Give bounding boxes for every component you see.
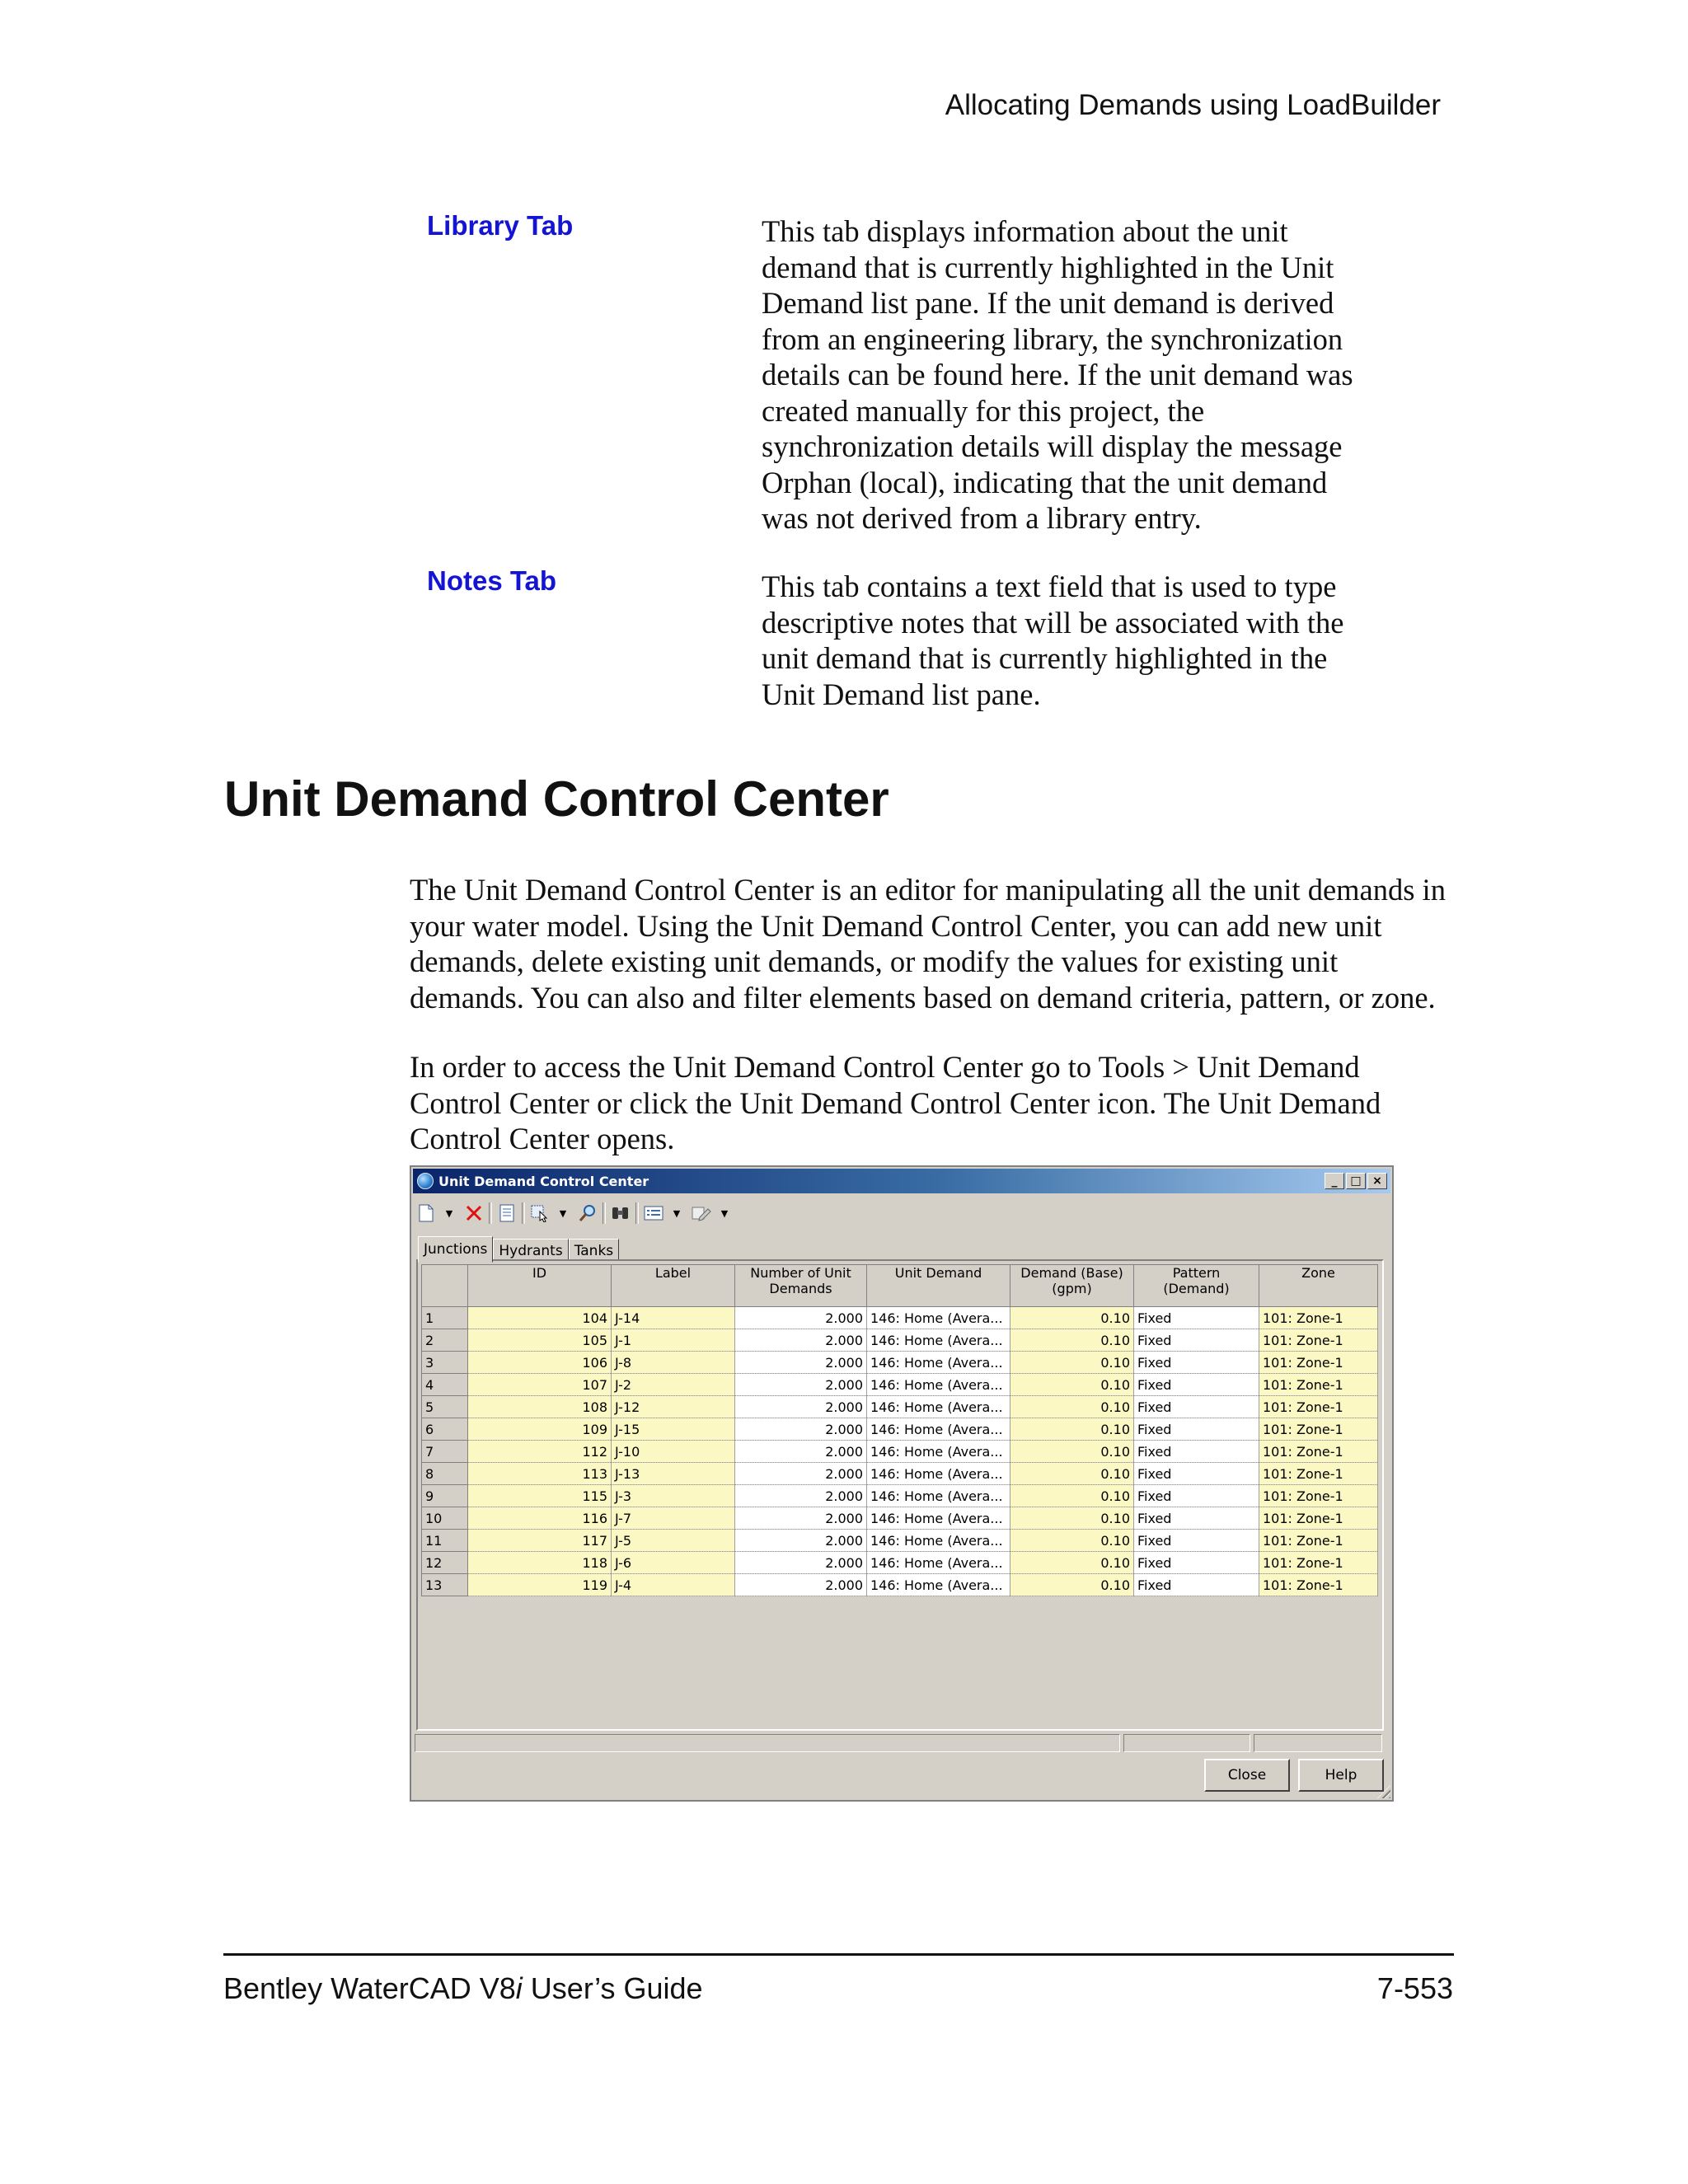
cell-number-of-unit-demands[interactable]: 2.000 <box>735 1329 867 1352</box>
cell-unit-demand[interactable]: 146: Home (Avera... <box>867 1530 1010 1552</box>
cell-label[interactable]: J-10 <box>612 1441 735 1463</box>
cell-row-number[interactable]: 11 <box>422 1530 468 1552</box>
text-line: from an engineering library, the synchronization <box>762 321 1343 356</box>
table-row[interactable] <box>422 1552 1378 1574</box>
cell-number-of-unit-demands[interactable]: 2.000 <box>735 1552 867 1574</box>
tab-tanks[interactable]: Tanks <box>569 1239 619 1263</box>
text-line: details can be found here. If the unit demand was <box>762 358 1353 391</box>
cell-demand-base[interactable]: 0.10 <box>1010 1329 1134 1352</box>
cell-unit-demand[interactable]: 146: Home (Avera... <box>867 1374 1010 1396</box>
close-window-button[interactable]: × <box>1367 1173 1387 1189</box>
column-header-unit-demand[interactable] <box>867 1265 1010 1307</box>
cell-demand-base[interactable]: 0.10 <box>1010 1396 1134 1418</box>
cell-demand-base[interactable]: 0.10 <box>1010 1552 1134 1574</box>
cell-number-of-unit-demands[interactable]: 2.000 <box>735 1463 867 1485</box>
cell-number-of-unit-demands[interactable]: 2.000 <box>735 1307 867 1329</box>
new-dropdown-icon[interactable]: ▼ <box>445 1207 453 1219</box>
cell-pattern[interactable]: Fixed <box>1134 1307 1259 1329</box>
cell-id[interactable]: 104 <box>468 1307 612 1329</box>
tab-hydrants[interactable]: Hydrants <box>493 1239 568 1263</box>
column-header-number-of-unit-demands[interactable] <box>735 1265 867 1307</box>
cell-pattern[interactable]: Fixed <box>1134 1374 1259 1396</box>
cell-zone[interactable]: 101: Zone-1 <box>1259 1485 1378 1507</box>
table-row[interactable] <box>422 1352 1378 1374</box>
junctions-table <box>421 1264 1378 1596</box>
cell-pattern[interactable]: Fixed <box>1134 1507 1259 1530</box>
column-header-label[interactable] <box>612 1265 735 1307</box>
table-row[interactable] <box>422 1418 1378 1441</box>
select-icon[interactable] <box>530 1202 550 1225</box>
cell-demand-base[interactable]: 0.10 <box>1010 1307 1134 1329</box>
status-panel-right <box>1254 1734 1382 1752</box>
cell-unit-demand[interactable]: 146: Home (Avera... <box>867 1507 1010 1530</box>
cell-number-of-unit-demands[interactable]: 2.000 <box>735 1352 867 1374</box>
column-header-demand-base[interactable] <box>1010 1265 1134 1307</box>
text-line: Orphan (local), indicating that the unit demand <box>762 465 1328 499</box>
text-line: Control Center or click the Unit Demand Control Center icon. The Unit Demand <box>410 1085 1381 1120</box>
cell-demand-base[interactable]: 0.10 <box>1010 1485 1134 1507</box>
cell-pattern[interactable]: Fixed <box>1134 1463 1259 1485</box>
cell-demand-base[interactable]: 0.10 <box>1010 1463 1134 1485</box>
cell-unit-demand[interactable]: 146: Home (Avera... <box>867 1485 1010 1507</box>
column-header-text: (gpm) <box>1052 1281 1092 1296</box>
text-line: Demand list pane. If the unit demand is derived <box>762 286 1334 320</box>
text-line: This tab displays information about the unit <box>762 214 1288 248</box>
cell-label[interactable]: J-6 <box>612 1552 735 1574</box>
column-header-text: ID <box>532 1265 547 1281</box>
cell-id[interactable]: 109 <box>468 1418 612 1441</box>
cell-label[interactable]: J-12 <box>612 1396 735 1418</box>
toolbar-separator <box>522 1202 525 1224</box>
cell-row-number[interactable]: 8 <box>422 1463 468 1485</box>
cell-pattern[interactable]: Fixed <box>1134 1485 1259 1507</box>
definition-body-notes-tab <box>762 569 1388 712</box>
cell-id[interactable]: 116 <box>468 1507 612 1530</box>
text-line: created manually for this project, the <box>762 393 1205 428</box>
cell-row-number[interactable]: 10 <box>422 1507 468 1530</box>
cell-id[interactable]: 108 <box>468 1396 612 1418</box>
cell-unit-demand[interactable]: 146: Home (Avera... <box>867 1352 1010 1374</box>
cell-demand-base[interactable]: 0.10 <box>1010 1530 1134 1552</box>
cell-unit-demand[interactable]: 146: Home (Avera... <box>867 1307 1010 1329</box>
cell-label[interactable]: J-15 <box>612 1418 735 1441</box>
table-row[interactable] <box>422 1507 1378 1530</box>
text-line: This tab contains a text field that is used to type <box>762 569 1337 603</box>
text-line: demands. You can also and filter elements based on demand criteria, pattern, or zone. <box>410 980 1436 1015</box>
edit-dropdown-icon[interactable]: ▼ <box>720 1207 729 1219</box>
cell-unit-demand[interactable]: 146: Home (Avera... <box>867 1463 1010 1485</box>
grid-frame <box>416 1259 1384 1731</box>
toolbar-separator <box>489 1202 492 1224</box>
cell-row-number[interactable]: 5 <box>422 1396 468 1418</box>
cell-label[interactable]: J-5 <box>612 1530 735 1552</box>
paragraph-access <box>410 1049 1456 1157</box>
running-header: Allocating Demands using LoadBuilder <box>945 89 1441 121</box>
cell-number-of-unit-demands[interactable]: 2.000 <box>735 1441 867 1463</box>
window-title: Unit Demand Control Center <box>438 1173 649 1189</box>
tab-junctions[interactable]: Junctions <box>418 1236 493 1263</box>
cell-zone[interactable]: 101: Zone-1 <box>1259 1374 1378 1396</box>
cell-number-of-unit-demands[interactable]: 2.000 <box>735 1530 867 1552</box>
row-header-corner[interactable] <box>422 1265 468 1307</box>
options-dropdown-icon[interactable]: ▼ <box>673 1207 681 1219</box>
unit-demand-control-center-window <box>410 1165 1394 1802</box>
close-button[interactable]: Close <box>1204 1759 1290 1792</box>
toolbar-separator <box>603 1202 606 1224</box>
cell-zone[interactable]: 101: Zone-1 <box>1259 1307 1378 1329</box>
definition-term-library-tab: Library Tab <box>427 210 574 241</box>
cell-row-number[interactable]: 1 <box>422 1307 468 1329</box>
cell-label[interactable]: J-2 <box>612 1374 735 1396</box>
cell-zone[interactable]: 101: Zone-1 <box>1259 1530 1378 1552</box>
cell-pattern[interactable]: Fixed <box>1134 1352 1259 1374</box>
footer-guide-prefix: Bentley WaterCAD V8 <box>223 1971 516 2005</box>
zoom-icon[interactable] <box>578 1202 598 1225</box>
tab-strip <box>418 1236 619 1261</box>
column-header-id[interactable] <box>468 1265 612 1307</box>
column-header-zone[interactable] <box>1259 1265 1378 1307</box>
text-line: demand that is currently highlighted in the Unit <box>762 250 1334 284</box>
cell-number-of-unit-demands[interactable]: 2.000 <box>735 1485 867 1507</box>
cell-id[interactable]: 113 <box>468 1463 612 1485</box>
minimize-button[interactable]: _ <box>1325 1173 1344 1189</box>
cell-pattern[interactable]: Fixed <box>1134 1574 1259 1596</box>
delete-icon[interactable] <box>464 1202 484 1225</box>
cell-label[interactable]: J-4 <box>612 1574 735 1596</box>
cell-demand-base[interactable]: 0.10 <box>1010 1374 1134 1396</box>
cell-row-number[interactable]: 9 <box>422 1485 468 1507</box>
text-line: your water model. Using the Unit Demand Control Center, you can add new unit <box>410 908 1382 943</box>
cell-unit-demand[interactable]: 146: Home (Avera... <box>867 1329 1010 1352</box>
text-line: descriptive notes that will be associated with the <box>762 605 1344 640</box>
select-dropdown-icon[interactable]: ▼ <box>559 1207 567 1219</box>
cell-zone[interactable]: 101: Zone-1 <box>1259 1418 1378 1441</box>
cell-unit-demand[interactable]: 146: Home (Avera... <box>867 1418 1010 1441</box>
cell-id[interactable]: 118 <box>468 1552 612 1574</box>
cell-row-number[interactable]: 3 <box>422 1352 468 1374</box>
status-panel-main <box>415 1734 1120 1752</box>
table-row[interactable] <box>422 1463 1378 1485</box>
table-row[interactable] <box>422 1530 1378 1552</box>
cell-zone[interactable]: 101: Zone-1 <box>1259 1441 1378 1463</box>
cell-number-of-unit-demands[interactable]: 2.000 <box>735 1507 867 1530</box>
column-header-text: Demands <box>769 1281 832 1296</box>
cell-label[interactable]: J-8 <box>612 1352 735 1374</box>
cell-zone[interactable]: 101: Zone-1 <box>1259 1463 1378 1485</box>
status-bar <box>415 1734 1382 1754</box>
cell-zone[interactable]: 101: Zone-1 <box>1259 1552 1378 1574</box>
text-line: was not derived from a library entry. <box>762 501 1202 535</box>
toolbar <box>416 1198 734 1228</box>
cell-id[interactable]: 105 <box>468 1329 612 1352</box>
table-body <box>422 1307 1378 1596</box>
cell-row-number[interactable]: 4 <box>422 1374 468 1396</box>
cell-pattern[interactable]: Fixed <box>1134 1530 1259 1552</box>
cell-number-of-unit-demands[interactable]: 2.000 <box>735 1574 867 1596</box>
cell-zone[interactable]: 101: Zone-1 <box>1259 1396 1378 1418</box>
definition-body-library-tab <box>762 213 1388 537</box>
cell-row-number[interactable]: 7 <box>422 1441 468 1463</box>
footer-guide-title <box>223 1971 703 2006</box>
table-row[interactable] <box>422 1396 1378 1418</box>
cell-row-number[interactable]: 2 <box>422 1329 468 1352</box>
cell-demand-base[interactable]: 0.10 <box>1010 1574 1134 1596</box>
cell-id[interactable]: 119 <box>468 1574 612 1596</box>
text-line: demands, delete existing unit demands, or modify the values for existing unit <box>410 944 1339 978</box>
edit-icon[interactable] <box>692 1202 711 1225</box>
app-icon <box>417 1173 434 1189</box>
text-line: Unit Demand list pane. <box>762 677 1041 711</box>
cell-number-of-unit-demands[interactable]: 2.000 <box>735 1374 867 1396</box>
help-button[interactable]: Help <box>1298 1759 1384 1792</box>
cell-label[interactable]: J-3 <box>612 1485 735 1507</box>
cell-id[interactable]: 106 <box>468 1352 612 1374</box>
cell-unit-demand[interactable]: 146: Home (Avera... <box>867 1441 1010 1463</box>
cell-row-number[interactable]: 13 <box>422 1574 468 1596</box>
cell-number-of-unit-demands[interactable]: 2.000 <box>735 1418 867 1441</box>
cell-pattern[interactable]: Fixed <box>1134 1441 1259 1463</box>
cell-pattern[interactable]: Fixed <box>1134 1552 1259 1574</box>
cell-demand-base[interactable]: 0.10 <box>1010 1441 1134 1463</box>
table-row[interactable] <box>422 1374 1378 1396</box>
footer-guide-italic: i <box>515 1971 523 2005</box>
column-header-text: Pattern <box>1172 1265 1221 1281</box>
new-icon[interactable] <box>416 1202 436 1225</box>
column-header-text: Zone <box>1301 1265 1335 1281</box>
paragraph-intro <box>410 872 1456 1015</box>
cell-zone[interactable]: 101: Zone-1 <box>1259 1352 1378 1374</box>
cell-pattern[interactable]: Fixed <box>1134 1418 1259 1441</box>
cell-pattern[interactable]: Fixed <box>1134 1396 1259 1418</box>
column-header-text: Number of Unit <box>750 1265 851 1281</box>
table-row[interactable] <box>422 1574 1378 1596</box>
table-row[interactable] <box>422 1485 1378 1507</box>
footer-page-number: 7-553 <box>1376 1971 1453 2005</box>
table-row[interactable] <box>422 1307 1378 1329</box>
cell-label[interactable]: J-13 <box>612 1463 735 1485</box>
cell-id[interactable]: 115 <box>468 1485 612 1507</box>
footer-guide-suffix: User’s Guide <box>522 1971 703 2005</box>
options-icon[interactable] <box>644 1202 663 1225</box>
cell-number-of-unit-demands[interactable]: 2.000 <box>735 1396 867 1418</box>
cell-unit-demand[interactable]: 146: Home (Avera... <box>867 1396 1010 1418</box>
text-line: unit demand that is currently highlighted in the <box>762 641 1328 675</box>
cell-zone[interactable]: 101: Zone-1 <box>1259 1507 1378 1530</box>
table-row[interactable] <box>422 1329 1378 1352</box>
cell-demand-base[interactable]: 0.10 <box>1010 1507 1134 1530</box>
text-line: The Unit Demand Control Center is an editor for manipulating all the unit demands in <box>410 873 1446 907</box>
definition-term-notes-tab: Notes Tab <box>427 565 557 596</box>
cell-id[interactable]: 107 <box>468 1374 612 1396</box>
table-row[interactable] <box>422 1441 1378 1463</box>
cell-label[interactable]: J-14 <box>612 1307 735 1329</box>
cell-demand-base[interactable]: 0.10 <box>1010 1418 1134 1441</box>
window-titlebar[interactable] <box>413 1169 1390 1193</box>
maximize-button[interactable]: □ <box>1346 1173 1366 1189</box>
cell-row-number[interactable]: 12 <box>422 1552 468 1574</box>
report-icon[interactable] <box>497 1202 517 1225</box>
column-header-text: Demand (Base) <box>1020 1265 1123 1281</box>
cell-unit-demand[interactable]: 146: Home (Avera... <box>867 1574 1010 1596</box>
cell-zone[interactable]: 101: Zone-1 <box>1259 1329 1378 1352</box>
text-line: synchronization details will display the message <box>762 429 1343 463</box>
column-header-text: Unit Demand <box>894 1265 982 1281</box>
cell-zone[interactable]: 101: Zone-1 <box>1259 1574 1378 1596</box>
cell-label[interactable]: J-7 <box>612 1507 735 1530</box>
cell-id[interactable]: 117 <box>468 1530 612 1552</box>
cell-id[interactable]: 112 <box>468 1441 612 1463</box>
status-panel-middle <box>1123 1734 1250 1752</box>
window-controls <box>1325 1173 1387 1189</box>
text-line: In order to access the Unit Demand Control Center go to Tools > Unit Demand <box>410 1050 1360 1084</box>
column-header-pattern[interactable] <box>1134 1265 1259 1307</box>
footer-rule <box>223 1953 1454 1956</box>
cell-demand-base[interactable]: 0.10 <box>1010 1352 1134 1374</box>
column-header-text: (Demand) <box>1163 1281 1230 1296</box>
find-icon[interactable] <box>611 1202 631 1225</box>
column-header-text: Label <box>654 1265 692 1281</box>
text-line: Control Center opens. <box>410 1122 675 1155</box>
cell-pattern[interactable]: Fixed <box>1134 1329 1259 1352</box>
toolbar-separator <box>635 1202 639 1224</box>
section-heading: Unit Demand Control Center <box>224 771 889 827</box>
cell-unit-demand[interactable]: 146: Home (Avera... <box>867 1552 1010 1574</box>
cell-label[interactable]: J-1 <box>612 1329 735 1352</box>
cell-row-number[interactable]: 6 <box>422 1418 468 1441</box>
